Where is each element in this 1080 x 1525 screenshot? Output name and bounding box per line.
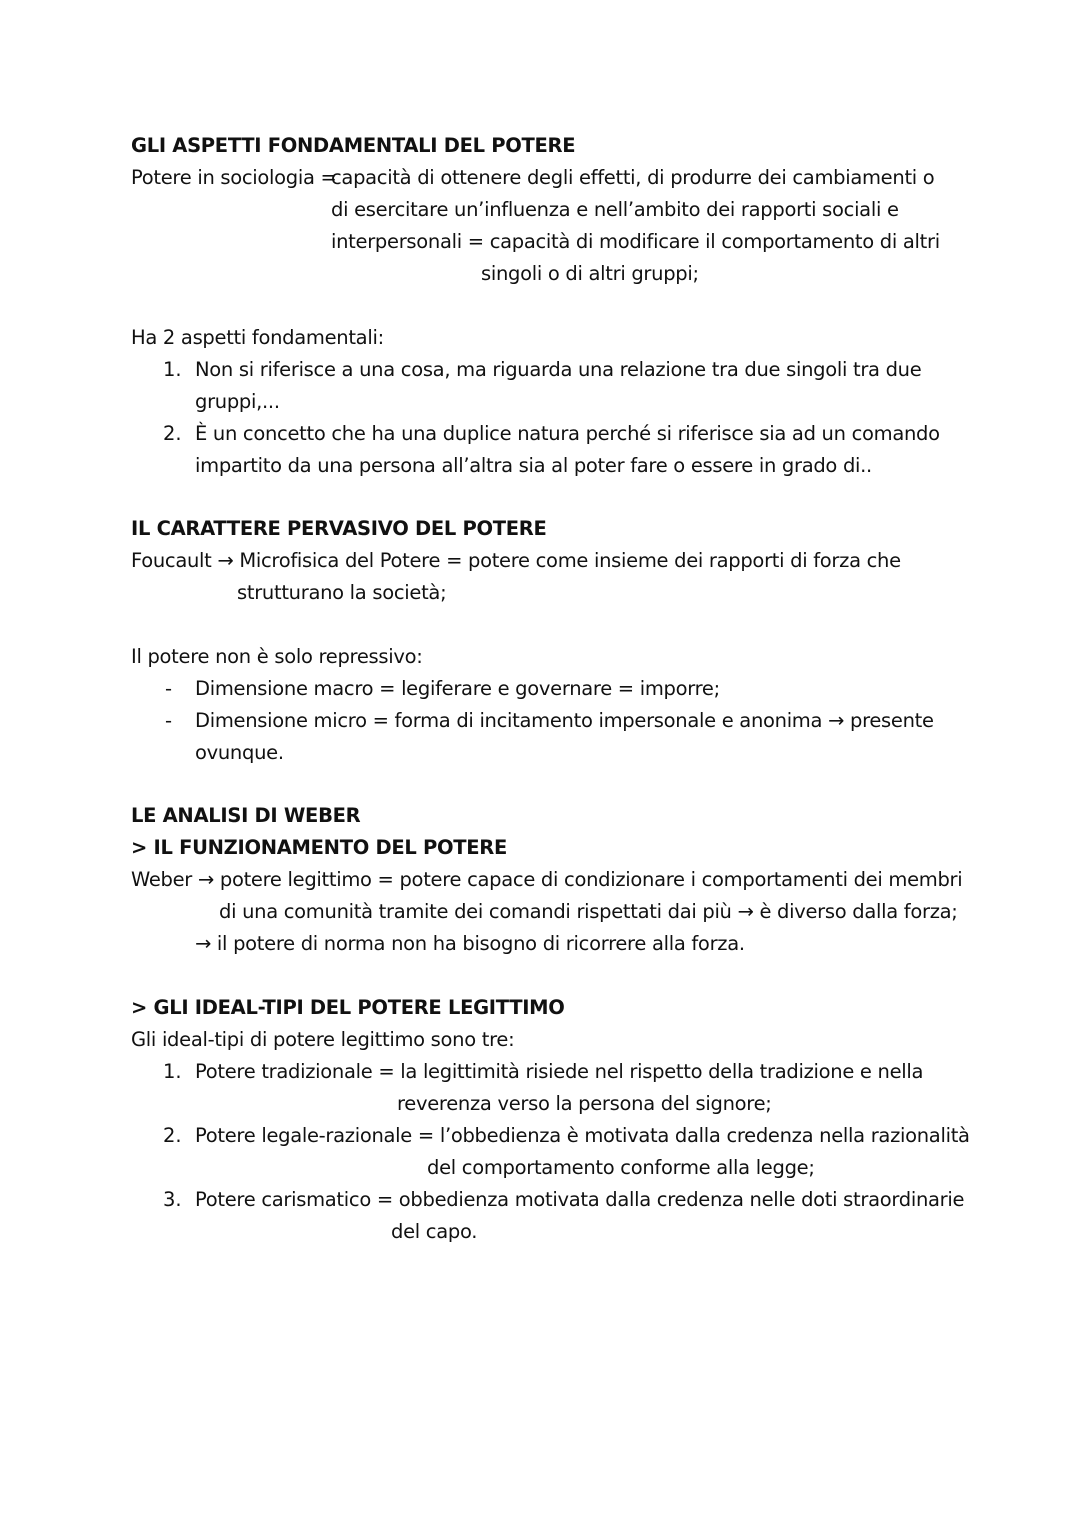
- foucault-line: strutturano la società;: [237, 581, 447, 604]
- weber-line: di una comunità tramite dei comandi rispettati dai più → è diverso dalla forza;: [219, 900, 958, 923]
- list-number: 1.: [163, 1060, 182, 1083]
- aspects-intro: Ha 2 aspetti fondamentali:: [131, 326, 384, 349]
- list-item-line: Dimensione micro = forma di incitamento impersonale e anonima → presente: [195, 709, 934, 732]
- list-item-line: del capo.: [391, 1220, 478, 1243]
- heading-aspetti-fondamentali: GLI ASPETTI FONDAMENTALI DEL POTERE: [131, 134, 576, 157]
- list-number: 2.: [163, 1124, 182, 1147]
- heading-analisi-weber: LE ANALISI DI WEBER: [131, 804, 361, 827]
- list-number: 1.: [163, 358, 182, 381]
- list-item-line: reverenza verso la persona del signore;: [397, 1092, 772, 1115]
- list-item-line: Potere tradizionale = la legittimità risiede nel rispetto della tradizione e nella: [195, 1060, 924, 1083]
- list-item-line: impartito da una persona all’altra sia al poter fare o essere in grado di..: [195, 454, 872, 477]
- definition-line: singoli o di altri gruppi;: [481, 262, 699, 285]
- list-bullet: -: [165, 677, 173, 700]
- subheading-funzionamento: > IL FUNZIONAMENTO DEL POTERE: [131, 836, 508, 859]
- list-item-line: ovunque.: [195, 741, 284, 764]
- repressive-intro: Il potere non è solo repressivo:: [131, 645, 423, 668]
- list-item-line: Dimensione macro = legiferare e governare = imporre;: [195, 677, 720, 700]
- ideal-tipi-intro: Gli ideal-tipi di potere legittimo sono tre:: [131, 1028, 515, 1051]
- list-item-line: Potere legale-razionale = l’obbedienza è motivata dalla credenza nella razionalità: [195, 1124, 970, 1147]
- list-number: 2.: [163, 422, 182, 445]
- heading-carattere-pervasivo: IL CARATTERE PERVASIVO DEL POTERE: [131, 517, 547, 540]
- list-number: 3.: [163, 1188, 182, 1211]
- definition-label: Potere in sociologia =: [131, 166, 337, 189]
- list-item-line: del comportamento conforme alla legge;: [427, 1156, 815, 1179]
- weber-line: Weber → potere legittimo = potere capace di condizionare i comportamenti dei membri: [131, 868, 963, 891]
- definition-line: interpersonali = capacità di modificare il comportamento di altri: [331, 230, 940, 253]
- list-item-line: Non si riferisce a una cosa, ma riguarda una relazione tra due singoli tra due: [195, 358, 922, 381]
- list-item-line: Potere carismatico = obbedienza motivata dalla credenza nelle doti straordinarie: [195, 1188, 965, 1211]
- list-item-line: È un concetto che ha una duplice natura perché si riferisce sia ad un comando: [195, 422, 940, 445]
- definition-line: di esercitare un’influenza e nell’ambito dei rapporti sociali e: [331, 198, 899, 221]
- subheading-ideal-tipi: > GLI IDEAL-TIPI DEL POTERE LEGITTIMO: [131, 996, 565, 1019]
- definition-line: capacità di ottenere degli effetti, di produrre dei cambiamenti o: [331, 166, 935, 189]
- list-bullet: -: [165, 709, 173, 732]
- weber-line: → il potere di norma non ha bisogno di ricorrere alla forza.: [195, 932, 745, 955]
- list-item-line: gruppi,...: [195, 390, 280, 413]
- foucault-line: Foucault → Microfisica del Potere = potere come insieme dei rapporti di forza che: [131, 549, 901, 572]
